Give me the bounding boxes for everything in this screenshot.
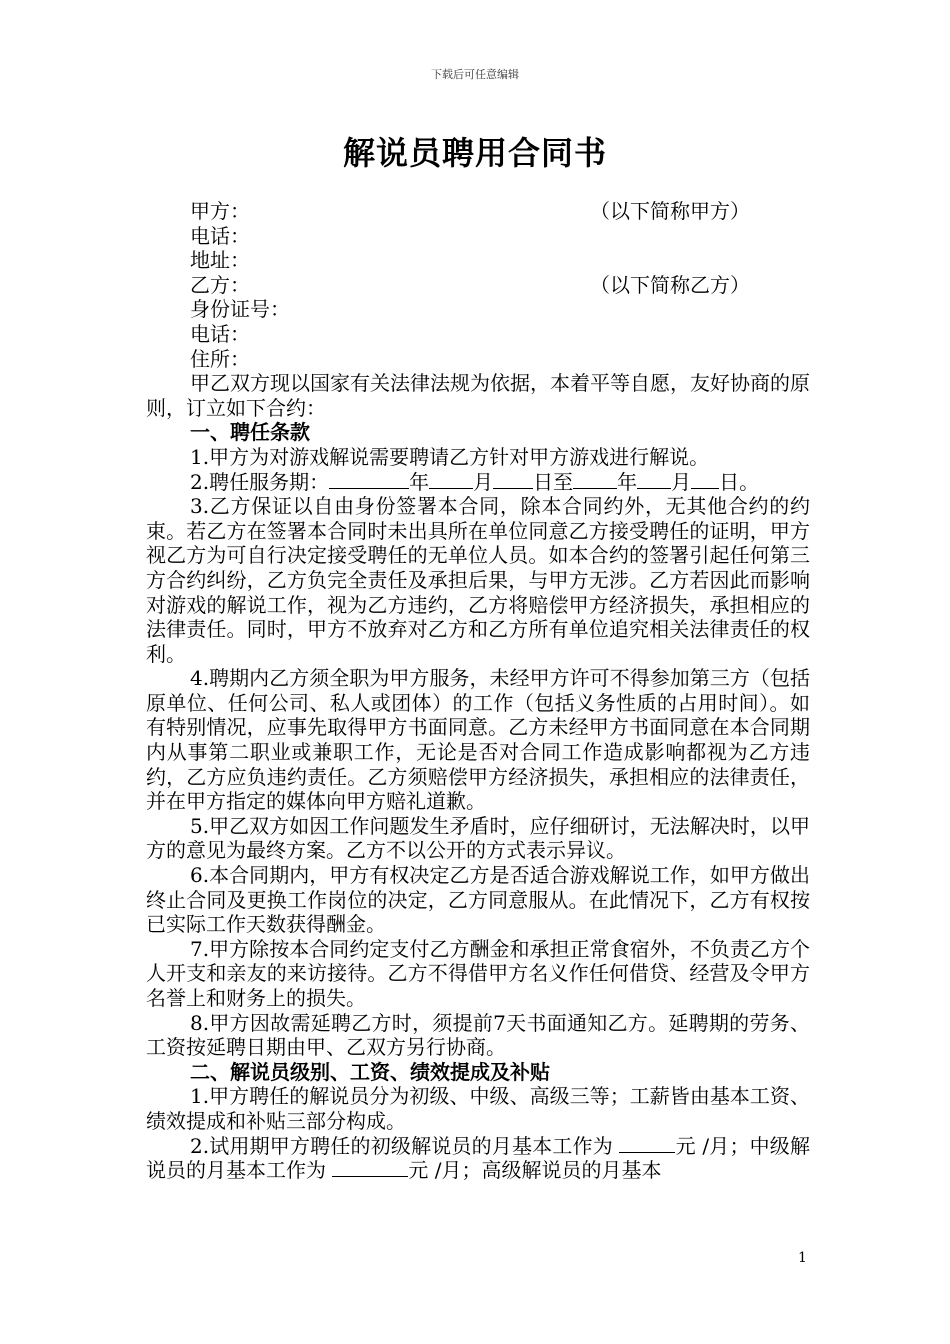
salary-text-3: 元 /月；高级解说员的月基本 (408, 1158, 662, 1183)
section-1-heading: 一、聘任条款 (190, 420, 310, 445)
clause-1-7: 7.甲方除按本合同约定支付乙方酬金和承担正常食宿外，不负责乙方个人开支和亲友的来访接待。乙方不得借甲方名义作任何借贷、经营及令甲方名誉上和财务上的损失。 (146, 936, 810, 1010)
party-a-note: （以下简称甲方） (590, 199, 750, 223)
term-month-label: 月 (473, 469, 494, 494)
blank-mid-salary (332, 1158, 408, 1177)
clause-2-1: 1.甲方聘任的解说员分为初级、中级、高级三等；工薪皆由基本工资、绩效提成和补贴三部分构成。 (146, 1084, 810, 1133)
term-month2-label: 月 (671, 469, 692, 494)
term-year2-label: 年 (617, 469, 638, 494)
id-line (146, 297, 810, 322)
salary-text-1: 2.试用期甲方聘任的初级解说员的月基本工作为 (190, 1133, 613, 1158)
phone-a-line (146, 224, 810, 249)
blank-junior-salary (619, 1134, 675, 1153)
address-label: 地址： (190, 248, 250, 273)
blank-end-year (573, 470, 617, 489)
clause-1-8: 8.甲方因故需延聘乙方时，须提前7天书面通知乙方。延聘期的劳务、工资按延聘日期由甲、乙双方另行协商。 (146, 1010, 810, 1060)
clause-1-6: 6.本合同期内，甲方有权决定乙方是否适合游戏解说工作，如甲方做出终止合同及更换工作岗位的决定，乙方同意服从。在此情况下，乙方有权按已实际工作天数获得酬金。 (146, 863, 810, 937)
id-label: 身份证号： (190, 297, 290, 322)
clause-1-4: 4.聘期内乙方须全职为甲方服务，未经甲方许可不得参加第三方（包括原单位、任何公司、私人或团体）的工作（包括义务性质的占用时间）。如有特别情况，应事先取得甲方书面同意。乙方未经甲方书面同意在本合同期内从事第二职业或兼职工作，无论是否对合同工作造成影响都视为乙方违约，乙方应负违约责任。乙方须赔偿甲方经济损失，承担相应的法律责任，并在甲方指定的媒体向甲方赔礼道歉。 (146, 666, 810, 814)
document-title: 解说员聘用合同书 (342, 134, 607, 172)
blank-end-day (691, 470, 719, 489)
clause-1-1: 1.甲方为对游戏解说需要聘请乙方针对甲方游戏进行解说。 (190, 444, 710, 469)
clause-1-2 (146, 470, 810, 495)
salary-text-2: 元 /月；中级解说员的月基本工作为 (146, 1133, 810, 1183)
party-b-label: 乙方： (190, 272, 250, 297)
clause-2-2 (146, 1134, 810, 1183)
term-day-to-label: 日至 (533, 469, 574, 494)
residence-line (146, 347, 810, 372)
residence-label: 住所： (190, 346, 250, 371)
intro-paragraph: 甲乙双方现以国家有关法律法规为依据，本着平等自愿，友好协商的原则，订立如下合约： (146, 371, 810, 420)
blank-end-month (637, 470, 671, 489)
blank-start-day (493, 470, 533, 489)
party-b-line (146, 273, 810, 298)
clause-1-3: 3.乙方保证以自由身份签署本合同，除本合同约外，无其他合约的约束。若乙方在签署本合同时未出具所在单位同意乙方接受聘任的证明，甲方视乙方为可自行决定接受聘任的无单位人员。如本合约的签署引起任何第三方合约纠纷，乙方负完全责任及承担后果，与甲方无涉。乙方若因此而影响对游戏的解说工作，视为乙方违约，乙方将赔偿甲方经济损失，承担相应的法律责任。同时，甲方不放弃对乙方和乙方所有单位追究相关法律责任的权利。 (146, 494, 810, 666)
phone-b-label: 电话： (190, 321, 250, 346)
page-number: 1 (798, 1250, 807, 1266)
phone-a-label: 电话： (190, 223, 250, 248)
phone-b-line (146, 322, 810, 347)
party-a-line (146, 199, 810, 224)
term-day-end-label: 日。 (719, 469, 760, 494)
header-note: 下载后可任意编辑 (431, 68, 519, 81)
term-prefix: 2.聘任服务期： (190, 469, 330, 494)
clause-1-5: 5.甲乙双方如因工作问题发生矛盾时，应仔细研讨，无法解决时，以甲方的意见为最终方案。乙方不以公开的方式表示异议。 (146, 813, 810, 863)
blank-start-month (429, 470, 473, 489)
party-a-label: 甲方： (190, 199, 250, 223)
section-2-heading: 二、解说员级别、工资、绩效提成及补贴 (190, 1059, 550, 1084)
document-body (146, 199, 810, 1183)
party-b-note: （以下简称乙方） (590, 272, 750, 297)
address-line (146, 248, 810, 273)
term-year-label: 年 (409, 469, 430, 494)
blank-start-year (329, 470, 409, 489)
